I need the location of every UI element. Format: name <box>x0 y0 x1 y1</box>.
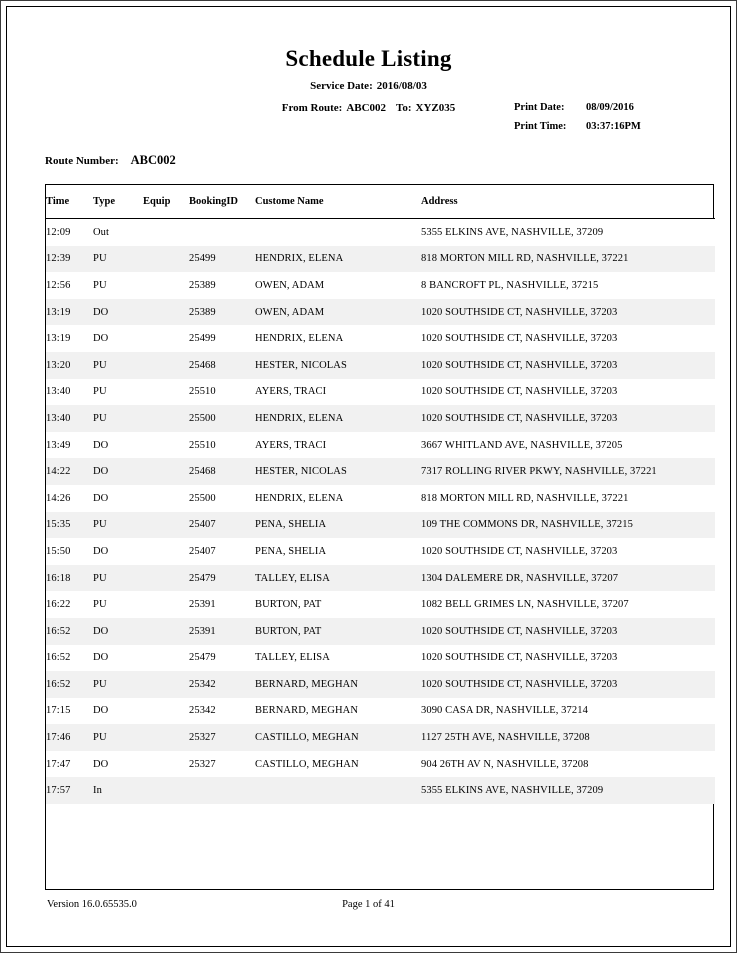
cell-bookingid: 25389 <box>189 299 255 326</box>
cell-equip <box>143 432 189 459</box>
cell-time: 14:22 <box>46 458 93 485</box>
cell-customer-name: BERNARD, MEGHAN <box>255 698 421 725</box>
cell-equip <box>143 299 189 326</box>
cell-type: PU <box>93 512 143 539</box>
cell-address: 1020 SOUTHSIDE CT, NASHVILLE, 37203 <box>421 405 715 432</box>
cell-address: 1127 25TH AVE, NASHVILLE, 37208 <box>421 724 715 751</box>
table-row[interactable] <box>46 325 715 352</box>
table-row[interactable] <box>46 777 715 804</box>
cell-address: 5355 ELKINS AVE, NASHVILLE, 37209 <box>421 219 715 246</box>
route-number-label: Route Number: <box>45 155 119 167</box>
cell-address: 1020 SOUTHSIDE CT, NASHVILLE, 37203 <box>421 618 715 645</box>
cell-equip <box>143 645 189 672</box>
table-row[interactable] <box>46 751 715 778</box>
cell-customer-name: CASTILLO, MEGHAN <box>255 724 421 751</box>
cell-type: DO <box>93 432 143 459</box>
table-head <box>46 185 715 219</box>
cell-customer-name: HENDRIX, ELENA <box>255 325 421 352</box>
cell-bookingid: 25479 <box>189 565 255 592</box>
cell-address: 818 MORTON MILL RD, NASHVILLE, 37221 <box>421 246 715 273</box>
report-footer <box>7 886 730 946</box>
cell-time: 16:52 <box>46 645 93 672</box>
service-date-line <box>7 80 730 92</box>
from-route-value: ABC002 <box>346 102 387 114</box>
table-row[interactable] <box>46 272 715 299</box>
cell-customer-name: TALLEY, ELISA <box>255 565 421 592</box>
cell-bookingid: 25468 <box>189 458 255 485</box>
cell-bookingid: 25479 <box>189 645 255 672</box>
column-header-customer-name: Custome Name <box>255 185 421 219</box>
to-route-value: XYZ035 <box>415 102 456 114</box>
cell-type: PU <box>93 246 143 273</box>
cell-customer-name: OWEN, ADAM <box>255 299 421 326</box>
cell-equip <box>143 538 189 565</box>
cell-time: 14:26 <box>46 485 93 512</box>
print-date-value: 08/09/2016 <box>586 102 634 113</box>
cell-customer-name <box>255 777 421 804</box>
print-meta <box>514 102 714 140</box>
cell-address: 5355 ELKINS AVE, NASHVILLE, 37209 <box>421 777 715 804</box>
cell-customer-name: HENDRIX, ELENA <box>255 246 421 273</box>
cell-address: 1020 SOUTHSIDE CT, NASHVILLE, 37203 <box>421 352 715 379</box>
cell-address: 904 26TH AV N, NASHVILLE, 37208 <box>421 751 715 778</box>
cell-bookingid: 25327 <box>189 751 255 778</box>
column-header-equip: Equip <box>143 185 189 219</box>
cell-type: PU <box>93 591 143 618</box>
cell-customer-name: AYERS, TRACI <box>255 379 421 406</box>
cell-time: 16:52 <box>46 671 93 698</box>
table-row[interactable] <box>46 512 715 539</box>
table-row[interactable] <box>46 591 715 618</box>
cell-time: 13:40 <box>46 405 93 432</box>
cell-bookingid: 25342 <box>189 698 255 725</box>
cell-customer-name: CASTILLO, MEGHAN <box>255 751 421 778</box>
cell-address: 1020 SOUTHSIDE CT, NASHVILLE, 37203 <box>421 645 715 672</box>
cell-type: PU <box>93 724 143 751</box>
cell-bookingid: 25391 <box>189 618 255 645</box>
cell-customer-name: PENA, SHELIA <box>255 512 421 539</box>
page-title: Schedule Listing <box>285 46 452 71</box>
cell-equip <box>143 724 189 751</box>
cell-equip <box>143 219 189 246</box>
column-header-address: Address <box>421 185 715 219</box>
column-header-time: Time <box>46 185 93 219</box>
table-row[interactable] <box>46 698 715 725</box>
cell-address: 3667 WHITLAND AVE, NASHVILLE, 37205 <box>421 432 715 459</box>
cell-equip <box>143 485 189 512</box>
table-row[interactable] <box>46 538 715 565</box>
cell-address: 7317 ROLLING RIVER PKWY, NASHVILLE, 37221 <box>421 458 715 485</box>
cell-type: DO <box>93 458 143 485</box>
cell-equip <box>143 618 189 645</box>
cell-address: 3090 CASA DR, NASHVILLE, 37214 <box>421 698 715 725</box>
cell-equip <box>143 405 189 432</box>
cell-type: PU <box>93 272 143 299</box>
column-header-bookingid: BookingID <box>189 185 255 219</box>
cell-address: 109 THE COMMONS DR, NASHVILLE, 37215 <box>421 512 715 539</box>
cell-address: 1020 SOUTHSIDE CT, NASHVILLE, 37203 <box>421 325 715 352</box>
cell-type: PU <box>93 405 143 432</box>
cell-time: 12:39 <box>46 246 93 273</box>
cell-type: In <box>93 777 143 804</box>
cell-customer-name: HESTER, NICOLAS <box>255 352 421 379</box>
cell-equip <box>143 777 189 804</box>
cell-customer-name: PENA, SHELIA <box>255 538 421 565</box>
cell-bookingid: 25391 <box>189 591 255 618</box>
cell-time: 15:35 <box>46 512 93 539</box>
cell-type: PU <box>93 352 143 379</box>
cell-equip <box>143 246 189 273</box>
cell-equip <box>143 751 189 778</box>
cell-bookingid: 25500 <box>189 485 255 512</box>
cell-equip <box>143 325 189 352</box>
page-indicator: Page 1 of 41 <box>342 899 395 910</box>
cell-time: 17:47 <box>46 751 93 778</box>
table-row[interactable] <box>46 458 715 485</box>
cell-customer-name <box>255 219 421 246</box>
cell-type: DO <box>93 485 143 512</box>
cell-time: 12:56 <box>46 272 93 299</box>
cell-type: DO <box>93 698 143 725</box>
cell-bookingid: 25468 <box>189 352 255 379</box>
cell-customer-name: BURTON, PAT <box>255 618 421 645</box>
table-row[interactable] <box>46 485 715 512</box>
cell-time: 17:57 <box>46 777 93 804</box>
report-header <box>7 7 730 167</box>
service-date-label: Service Date: <box>310 80 373 92</box>
cell-bookingid: 25499 <box>189 246 255 273</box>
cell-equip <box>143 591 189 618</box>
schedule-table <box>46 185 715 804</box>
cell-customer-name: BURTON, PAT <box>255 591 421 618</box>
print-date-label: Print Date: <box>514 102 565 113</box>
cell-time: 13:19 <box>46 325 93 352</box>
cell-time: 13:20 <box>46 352 93 379</box>
cell-time: 13:19 <box>46 299 93 326</box>
page-border <box>6 6 731 947</box>
cell-type: DO <box>93 325 143 352</box>
cell-address: 8 BANCROFT PL, NASHVILLE, 37215 <box>421 272 715 299</box>
cell-type: DO <box>93 645 143 672</box>
column-header-type: Type <box>93 185 143 219</box>
table-row[interactable] <box>46 724 715 751</box>
table-row[interactable] <box>46 379 715 406</box>
cell-customer-name: BERNARD, MEGHAN <box>255 671 421 698</box>
print-time-label: Print Time: <box>514 121 567 132</box>
cell-bookingid: 25500 <box>189 405 255 432</box>
table-row[interactable] <box>46 432 715 459</box>
cell-time: 16:18 <box>46 565 93 592</box>
cell-address: 1020 SOUTHSIDE CT, NASHVILLE, 37203 <box>421 379 715 406</box>
cell-customer-name: AYERS, TRACI <box>255 432 421 459</box>
table-row[interactable] <box>46 352 715 379</box>
cell-type: PU <box>93 379 143 406</box>
cell-time: 13:40 <box>46 379 93 406</box>
cell-time: 13:49 <box>46 432 93 459</box>
cell-bookingid: 25510 <box>189 379 255 406</box>
cell-address: 1304 DALEMERE DR, NASHVILLE, 37207 <box>421 565 715 592</box>
cell-address: 818 MORTON MILL RD, NASHVILLE, 37221 <box>421 485 715 512</box>
table-row[interactable] <box>46 246 715 273</box>
cell-equip <box>143 671 189 698</box>
cell-bookingid: 25327 <box>189 724 255 751</box>
route-number <box>45 153 176 168</box>
cell-bookingid: 25407 <box>189 538 255 565</box>
print-time-value: 03:37:16PM <box>586 121 641 132</box>
cell-time: 12:09 <box>46 219 93 246</box>
cell-address: 1082 BELL GRIMES LN, NASHVILLE, 37207 <box>421 591 715 618</box>
cell-type: PU <box>93 671 143 698</box>
cell-type: Out <box>93 219 143 246</box>
table-row[interactable] <box>46 618 715 645</box>
cell-bookingid: 25407 <box>189 512 255 539</box>
cell-customer-name: TALLEY, ELISA <box>255 645 421 672</box>
cell-address: 1020 SOUTHSIDE CT, NASHVILLE, 37203 <box>421 538 715 565</box>
cell-time: 16:22 <box>46 591 93 618</box>
service-date-value: 2016/08/03 <box>376 80 427 92</box>
from-route-label: From Route: <box>281 102 343 114</box>
cell-bookingid: 25342 <box>189 671 255 698</box>
print-time-row <box>514 121 714 132</box>
table-row[interactable] <box>46 645 715 672</box>
cell-customer-name: HENDRIX, ELENA <box>255 405 421 432</box>
cell-bookingid <box>189 219 255 246</box>
to-route-label: To: <box>396 102 412 114</box>
cell-equip <box>143 698 189 725</box>
table-row[interactable] <box>46 565 715 592</box>
table-header-row <box>46 185 715 219</box>
cell-equip <box>143 379 189 406</box>
table-row[interactable] <box>46 405 715 432</box>
cell-equip <box>143 352 189 379</box>
cell-type: DO <box>93 538 143 565</box>
cell-customer-name: OWEN, ADAM <box>255 272 421 299</box>
cell-equip <box>143 512 189 539</box>
print-date-row <box>514 102 714 113</box>
cell-bookingid <box>189 777 255 804</box>
cell-time: 16:52 <box>46 618 93 645</box>
cell-time: 15:50 <box>46 538 93 565</box>
cell-address: 1020 SOUTHSIDE CT, NASHVILLE, 37203 <box>421 671 715 698</box>
cell-bookingid: 25389 <box>189 272 255 299</box>
cell-address: 1020 SOUTHSIDE CT, NASHVILLE, 37203 <box>421 299 715 326</box>
cell-equip <box>143 565 189 592</box>
cell-customer-name: HENDRIX, ELENA <box>255 485 421 512</box>
version-text: Version 16.0.65535.0 <box>47 899 137 910</box>
cell-type: DO <box>93 751 143 778</box>
cell-type: DO <box>93 299 143 326</box>
schedule-table-container <box>45 184 714 890</box>
cell-customer-name: HESTER, NICOLAS <box>255 458 421 485</box>
route-number-value: ABC002 <box>130 153 176 167</box>
cell-bookingid: 25510 <box>189 432 255 459</box>
cell-equip <box>143 272 189 299</box>
table-row[interactable] <box>46 299 715 326</box>
table-row[interactable] <box>46 219 715 246</box>
cell-time: 17:15 <box>46 698 93 725</box>
table-row[interactable] <box>46 671 715 698</box>
cell-type: DO <box>93 618 143 645</box>
cell-type: PU <box>93 565 143 592</box>
cell-time: 17:46 <box>46 724 93 751</box>
table-body <box>46 219 715 805</box>
cell-equip <box>143 458 189 485</box>
cell-bookingid: 25499 <box>189 325 255 352</box>
